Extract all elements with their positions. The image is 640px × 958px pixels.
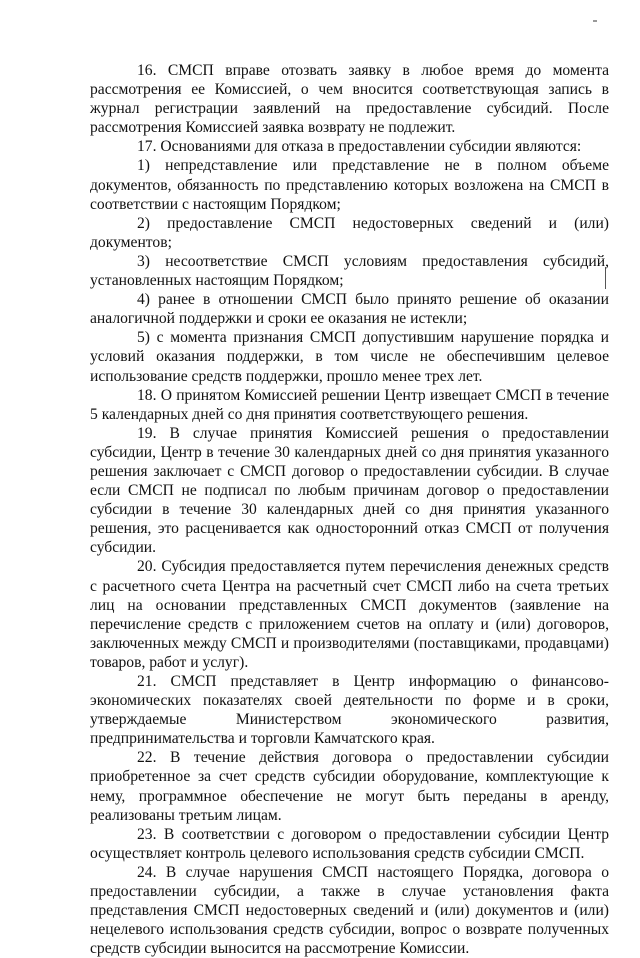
paragraph-17-item-5: 5) с момента признания СМСП допустившим нарушение порядка и условий оказания поддержки, в том числе не обеспечившим целевое использование средств поддержки, прошло менее трех лет. <box>90 329 609 385</box>
paragraph-17-item-3: 3) несоответствие СМСП условиям предоставления субсидий, установленных настоящим Порядком; <box>90 252 609 290</box>
paragraph-22: 22. В течение действия договора о предоставлении субсидии приобретенное за счет средств субсидии оборудование, комплектующие к нему, программное обеспечение не могут быть переданы в аренду, реализованы третьим лицам. <box>90 749 609 824</box>
paragraph-18: 18. О принятом Комиссией решении Центр извещает СМСП в течение 5 календарных дней со дня принятия соответствующего решения. <box>90 386 609 423</box>
paragraph-24: 24. В случае нарушения СМСП настоящего Порядка, договора о предоставлении субсидии, а также в случае установления факта представления СМСП недостоверных сведений и (или) документов и (или) нецелевого использования средств субсидии, вопрос о возврате полученных средств субсидии выносится на рассмотрение Комиссии. <box>90 863 609 958</box>
paragraph-16: 16. СМСП вправе отозвать заявку в любое время до момента рассмотрения ее Комиссией, о чем вносится соответствующая запись в журнал регистрации заявлений на предоставление субсидий. После рассмотрения Комиссией заявка возврату не подлежит. <box>90 62 609 137</box>
paragraph-17-item-4: 4) ранее в отношении СМСП было принято решение об оказании аналогичной поддержки и сроки ее оказания не истекли; <box>90 291 609 328</box>
scan-mark <box>593 20 597 22</box>
paragraph-17: 17. Основаниями для отказа в предоставлении субсидии являются: <box>137 138 582 156</box>
paragraph-20: 20. Субсидия предоставляется путем перечисления денежных средств с расчетного счета Центра на расчетный счет СМСП либо на счета третьих лиц на основании представленных СМСП документов (заявление на перечисление средств с приложением счетов на оплату и (или) договоров, заключенных между СМСП и производителями (поставщиками, продавцами) товаров, работ и услуг). <box>90 558 609 671</box>
paragraph-23: 23. В соответствии с договором о предоставлении субсидии Центр осуществляет контроль целевого использования средств субсидии СМСП. <box>90 825 609 862</box>
document-body <box>90 61 609 958</box>
paragraph-21: 21. СМСП представляет в Центр информацию о финансово-экономических показателях своей деятельности по форме и в сроки, утверждаемые Министерством экономического развития, предпринимательства и торговли Камчатского края. <box>90 673 609 748</box>
paragraph-17-item-2: 2) предоставление СМСП недостоверных сведений и (или) документов; <box>90 214 609 251</box>
paragraph-19: 19. В случае принятия Комиссией решения о предоставлении субсидии, Центр в течение 30 календарных дней со дня принятия указанного решения заключает с СМСП договор о предоставлении субсидии. В случае если СМСП не подписал по любым причинам договор о предоставлении субсидии в течение 30 календарных дней со дня принятия указанного решения, это расценивается как односторонний отказ СМСП от получения субсидии. <box>90 424 609 557</box>
paragraph-17-item-1: 1) непредставление или представление не в полном объеме документов, обязанность по представлению которых возложена на СМСП в соответствии с настоящим Порядком; <box>90 157 609 213</box>
